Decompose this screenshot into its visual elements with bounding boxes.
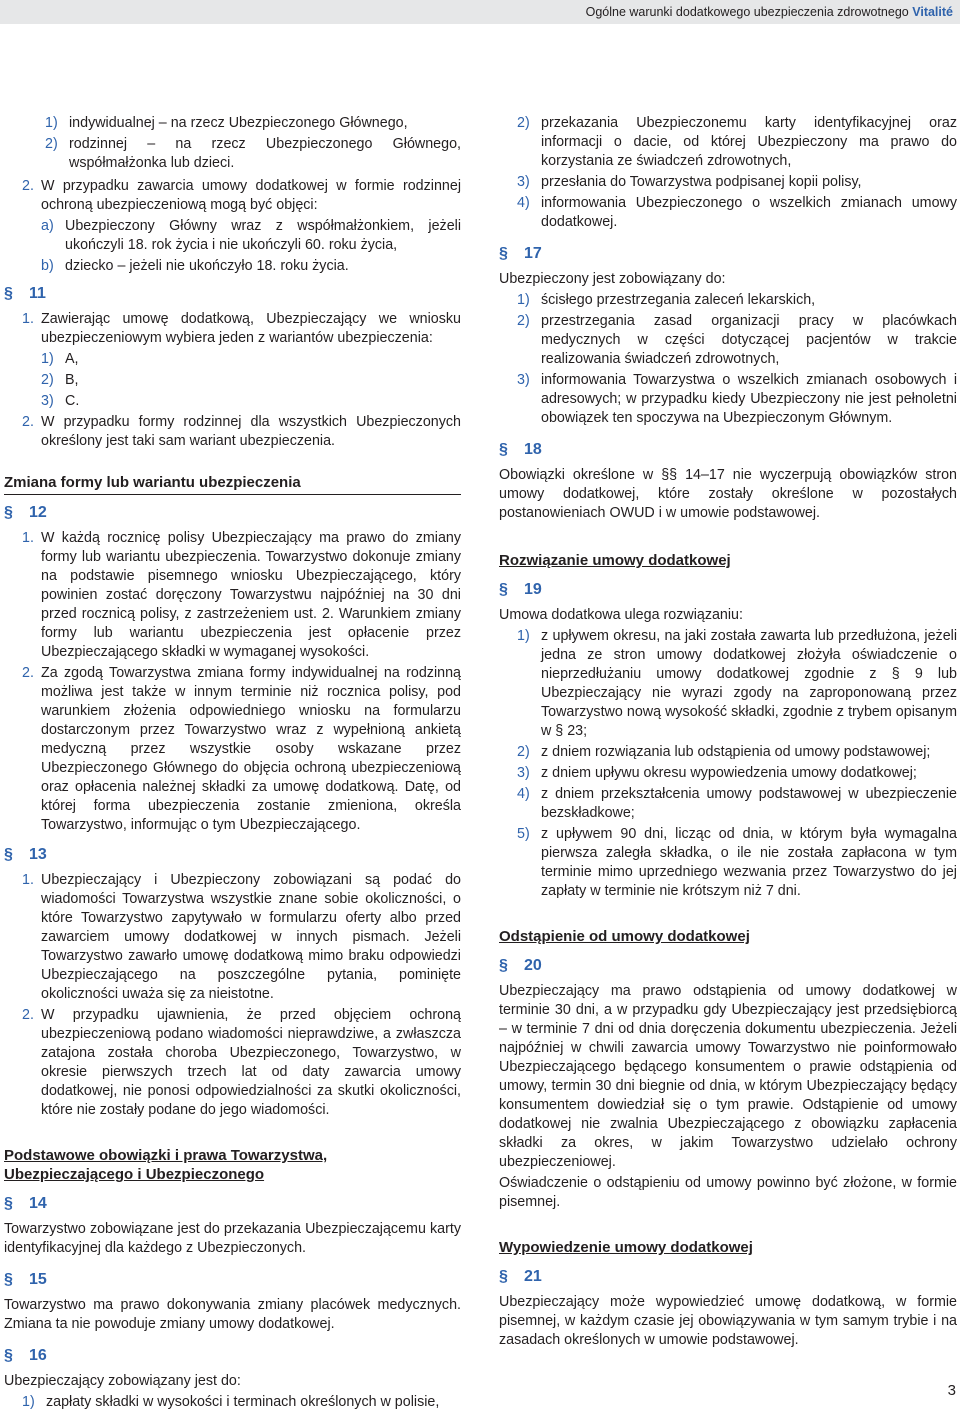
section-number: 15 [29,1271,47,1288]
section-11-body [4,310,461,451]
section-19-list [499,627,957,901]
list-item [517,825,957,901]
item-number: 3) [517,372,530,388]
list-item [517,114,957,171]
list-item [517,312,957,369]
paragraph-text: W przypadku formy rodzinnej dla wszystkich Ubezpieczonych określony jest taki sam wariant ubezpieczenia. [41,414,461,449]
section-number: 12 [29,504,47,521]
paragraph-text: W przypadku zawarcia umowy dodatkowej w formie rodzinnej ochroną ubezpieczeniową mogą być objęci: [41,178,461,213]
item-number: 5) [517,826,530,842]
section-14-text: Towarzystwo zobowiązane jest do przekazania Ubezpieczającemu karty identyfikacyjnej dla każdego z Ubezpieczonych. [4,1221,461,1256]
continued-list [499,114,957,232]
item-letter: a) [41,218,54,234]
section-17-text: Ubezpieczony jest zobowiązany do: [499,271,726,287]
section-21-heading [499,1267,957,1287]
item-number: 2) [45,136,58,152]
item-text: z dniem upływu okresu wypowiedzenia umowy dodatkowej; [541,765,917,781]
sub-list [22,217,461,276]
list-item [517,785,957,823]
section-symbol: § [499,1268,508,1285]
heading-termination: Rozwiązanie umowy dodatkowej [499,552,731,569]
item-text: przesłania do Towarzystwa podpisanej kopii polisy, [541,174,862,190]
section-19-heading [499,580,957,600]
paragraph-number: 2. [22,665,34,681]
paragraph-number: 2. [22,1007,34,1023]
section-symbol: § [499,957,508,974]
paragraph-2 [4,177,461,276]
item-text: rodzinnej – na rzecz Ubezpieczonego Głównego, współmałżonka lub dzieci. [69,136,461,171]
list-item [41,371,461,390]
section-13-heading [4,845,461,865]
paragraph-number: 1. [22,530,34,546]
section-number: 17 [524,245,542,262]
item-letter: b) [41,258,54,274]
section-number: 20 [524,957,542,974]
paragraph-text: W przypadku ujawnienia, że przed objęciem ochroną ubezpieczeniową podano wiadomości nieprawdziwe, a zwłaszcza zatajona została choroba Ubezpieczonego, Towarzystwo, w okresie pierwszych trzech lat od daty zawarcia umowy dodatkowej, nie ponosi odpowiedzialności za skutki okoliczności, które nie zostały podane do jego wiadomości. [41,1007,461,1118]
section-13-body [4,871,461,1120]
numbered-paragraph [22,1006,461,1120]
paragraph-number: 2. [22,178,34,194]
section-symbol: § [4,846,13,863]
heading-obligations [4,1146,461,1184]
list-item [41,217,461,255]
section-symbol: § [4,285,13,302]
list-item [517,627,957,741]
paragraph-text: W każdą rocznicę polisy Ubezpieczający ma prawo do zmiany formy lub wariantu ubezpieczenia. Towarzystwo dokonuje zmiany na podstawie pisemnego wniosku Ubezpieczającego, który powinien zostać doręczony Towarzystwu najpóźniej na 30 dni przed rocznicą polisy, z zastrzeżeniem ust. 2. Warunkiem zmiany formy lub wariantu ubezpieczenia jest opłacenie przez Ubezpieczającego składki w wymaganej wysokości. [41,530,461,660]
list-item [22,1393,461,1412]
page-number: 3 [947,1382,956,1399]
section-symbol: § [499,581,508,598]
section-21-text: Ubezpieczający może wypowiedzieć umowę dodatkową, w formie pisemnej, w każdym czasie jej obowiązywania w tym samym trybie i na zasadach określonych w umowie podstawowej. [499,1294,957,1348]
section-symbol: § [4,1195,13,1212]
section-number: 14 [29,1195,47,1212]
numbered-paragraph [22,413,461,451]
heading-line: Podstawowe obowiązki i prawa Towarzystwa, [4,1147,328,1164]
item-text: B, [65,372,79,388]
list-item [41,350,461,369]
section-number: 19 [524,581,542,598]
paragraph-text: Ubezpieczający i Ubezpieczony zobowiązani są podać do wiadomości Towarzystwa wszystkie znane sobie okoliczności, o które Towarzystwo zapytywało w formularzu oferty albo przed zawarciem umowy dodatkowej w innych pismach. Jeżeli Towarzystwo zawarło umowę dodatkową mimo braku odpowiedzi Ubezpieczającego na poszczególne pytania, pominięte okoliczności uważa się za nieistotne. [41,872,461,1002]
section-17-list [499,291,957,428]
item-text: ścisłego przestrzegania zaleceń lekarskich, [541,292,816,308]
item-number: 3) [517,765,530,781]
item-text: przekazania Ubezpieczonemu karty identyfikacyjnej oraz informacji o dacie, od której Ubezpieczony ma prawo do korzystania ze świadczeń zdrowotnych, [541,115,957,169]
list-item [41,392,461,411]
item-text: informowania Ubezpieczonego o wszelkich zmianach umowy dodatkowej. [541,195,957,230]
section-15-text: Towarzystwo ma prawo dokonywania zmiany placówek medycznych. Zmiana ta nie powoduje zmiany umowy dodatkowej. [4,1297,461,1332]
list-item [517,291,957,310]
item-number: 3) [41,393,54,409]
numbered-paragraph [22,310,461,348]
paragraph-text: Zawierając umowę dodatkową, Ubezpieczający we wniosku ubezpieczeniowym wybiera jeden z wariantów ubezpieczenia: [41,311,461,346]
item-text: z upływem okresu, na jaki została zawarta lub przedłużona, jeżeli jedna ze stron umowy dodatkowej złożyła oświadczenie o nieprzedłużaniu umowy dodatkowej zgodnie z § 9 lub Ubezpieczający nie wyrazi zgody na zaproponowaną przez Towarzystwo nową wysokość składki, zgodnie z trybem opisanym w § 23; [541,628,957,739]
item-number: 2) [41,372,54,388]
heading-notice: Wypowiedzenie umowy dodatkowej [499,1239,753,1256]
item-text: C. [65,393,80,409]
item-number: 1) [517,628,530,644]
section-11-heading [4,284,461,304]
numbered-paragraph [22,177,461,215]
running-header [0,0,960,24]
section-number: 21 [524,1268,542,1285]
section-symbol: § [499,441,508,458]
section-number: 18 [524,441,542,458]
list-item [45,135,461,173]
intro-list [4,114,461,173]
section-symbol: § [4,504,13,521]
header-brand: Vitalité [912,5,953,19]
item-text: z upływem 90 dni, licząc od dnia, w którym była wymagalna pierwsza zaległa składka, o ile nie została zapłacona w tym terminie mimo uprzedniego wezwania przez Towarzystwo do jej zapłaty w terminie nie krótszym niż 7 dni. [541,826,957,899]
section-symbol: § [499,245,508,262]
paragraph-number: 2. [22,414,34,430]
item-number: 1) [41,351,54,367]
list-item [41,257,461,276]
item-number: 1) [517,292,530,308]
header-title: Ogólne warunki dodatkowego ubezpieczenia zdrowotnego [585,5,909,19]
section-19-text: Umowa dodatkowa ulega rozwiązaniu: [499,607,743,623]
section-20-text: Ubezpieczający ma prawo odstąpienia od umowy dodatkowej w terminie 30 dni, a w przypadku gdy Ubezpieczający jest przedsiębiorcą – w terminie 7 dni od dnia doręczenia dokumentu ubezpieczenia. Jeżeli najpóźniej w chwili zawarcia umowy Towarzystwo nie poinformowało Ubezpieczającego będącego konsumentem o prawie odstąpienia od umowy, termin 30 dni biegnie od dnia, w którym Ubezpieczający będący konsumentem dowiedział się o tym prawie. Odstąpienie od umowy dodatkowej nie zwalnia Ubezpieczającego z obowiązku zapłacenia składki za okres, w jakim Towarzystwo udzielało ochrony ubezpieczeniowej. [499,983,957,1170]
section-14-heading [4,1194,461,1214]
list-item [517,743,957,762]
section-16-list [4,1393,461,1412]
paragraph-number: 1. [22,872,34,888]
item-number: 4) [517,786,530,802]
item-text: dziecko – jeżeli nie ukończyło 18. roku życia. [65,258,349,274]
item-number: 1) [22,1394,35,1410]
numbered-paragraph [22,664,461,835]
section-16-heading [4,1346,461,1366]
section-number: 13 [29,846,47,863]
item-text: z dniem przekształcenia umowy podstawowej w ubezpieczenie bezskładkowe; [541,786,957,821]
paragraph-text: Za zgodą Towarzystwa zmiana formy indywidualnej na rodzinną możliwa jest także w innym terminie niż rocznica polisy, pod warunkiem złożenia odpowiedniego wniosku na formularzu dostarczonym przez Towarzystwo wraz z wypełnioną ankietą medyczną przez wszystkie osoby wskazane przez Ubezpieczonego Głównego do objęcia ochroną ubezpieczeniową oraz opłacenia należnej składki za umowę dodatkową. Datę, od której forma ubezpieczenia zostanie zmieniona, określa Towarzystwo, informując o tym Ubezpieczającego. [41,665,461,833]
section-20-heading [499,956,957,976]
section-12-body [4,529,461,835]
section-16-text: Ubezpieczający zobowiązany jest do: [4,1373,241,1389]
numbered-paragraph [22,529,461,662]
list-item [517,371,957,428]
item-text: przestrzegania zasad organizacji pracy w placówkach medycznych w części dotyczącej pacjentów w trakcie realizowania świadczeń zdrowotnych, [541,313,957,367]
section-12-heading [4,503,461,523]
item-number: 3) [517,174,530,190]
item-text: indywidualnej – na rzecz Ubezpieczonego Głównego, [69,115,408,131]
section-17-heading [499,244,957,264]
section-symbol: § [4,1271,13,1288]
list-item [517,764,957,783]
item-number: 2) [517,744,530,760]
item-text: z dniem rozwiązania lub odstąpienia od umowy podstawowej; [541,744,931,760]
list-item [517,194,957,232]
heading-line: Ubezpieczającego i Ubezpieczonego [4,1166,265,1183]
item-text: A, [65,351,79,367]
numbered-paragraph [22,871,461,1004]
item-number: 2) [517,115,530,131]
right-column [499,114,957,1350]
item-text: zapłaty składki w wysokości i terminach określonych w polisie, [46,1394,440,1410]
section-symbol: § [4,1347,13,1364]
item-text: Ubezpieczony Główny wraz z współmałżonkiem, jeżeli ukończyli 18. rok życia i nie ukończyli 60. roku życia, [65,218,461,253]
list-item [517,173,957,192]
paragraph-number: 1. [22,311,34,327]
list-item [45,114,461,133]
heading-change-form: Zmiana formy lub wariantu ubezpieczenia [4,473,461,495]
section-number: 11 [29,285,46,302]
section-18-text: Obowiązki określone w §§ 14–17 nie wyczerpują obowiązków stron umowy dodatkowej, które zostały określone w pozostałych postanowieniach OWUD i w umowie podstawowej. [499,467,957,521]
section-number: 16 [29,1347,47,1364]
section-20-text-2: Oświadczenie o odstąpieniu od umowy powinno być złożone, w formie pisemnej. [499,1175,957,1210]
sub-list [22,350,461,411]
section-18-heading [499,440,957,460]
item-text: informowania Towarzystwa o wszelkich zmianach osobowych i adresowych; w przypadku kiedy Ubezpieczony nie jest pełnoletni obowiązek ten spoczywa na Ubezpieczonym Głównym. [541,372,957,426]
item-number: 1) [45,115,58,131]
item-number: 2) [517,313,530,329]
heading-withdrawal: Odstąpienie od umowy dodatkowej [499,928,750,945]
left-column [4,114,461,1414]
item-number: 4) [517,195,530,211]
section-15-heading [4,1270,461,1290]
